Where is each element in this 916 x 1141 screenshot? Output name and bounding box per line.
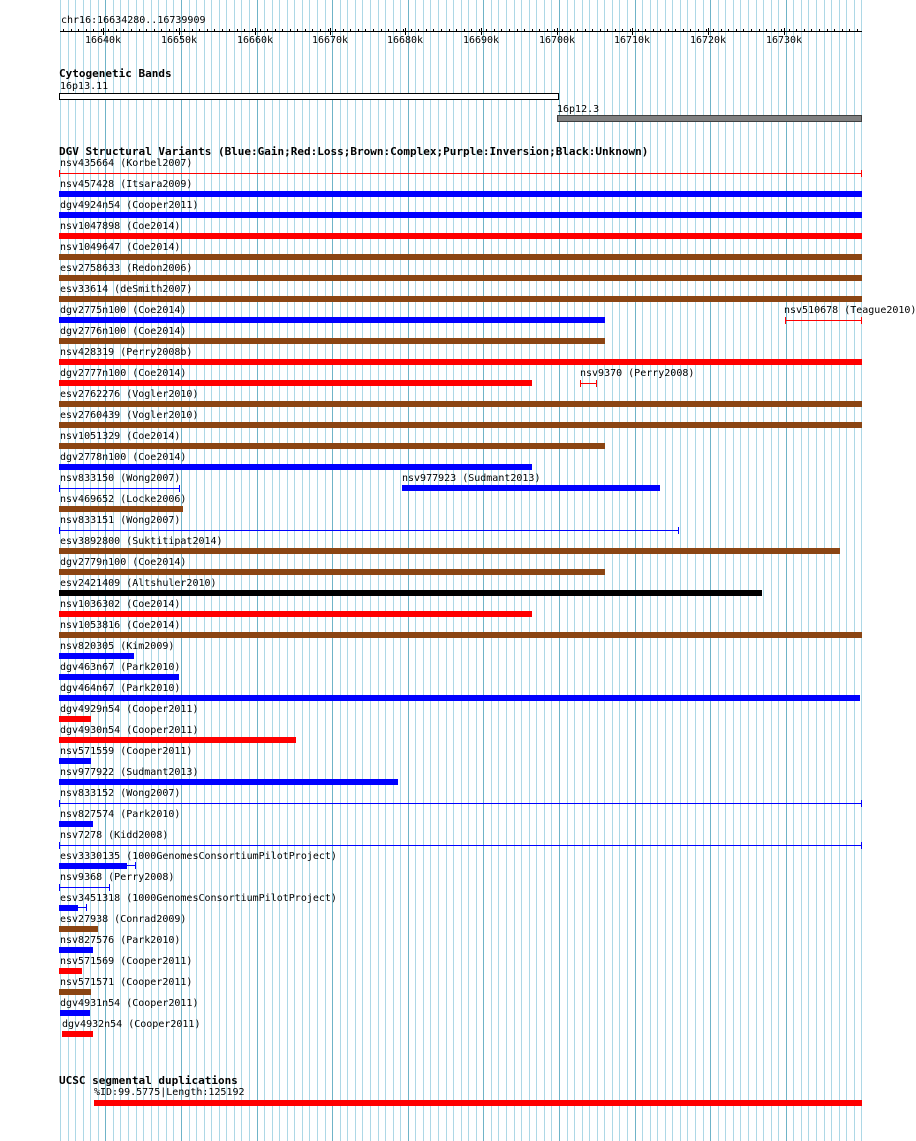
dgv-feature-endcap [59,800,60,807]
dgv-feature-bar[interactable] [59,695,860,701]
dgv-feature-bar[interactable] [59,191,862,197]
ruler-minor-tick [675,29,676,32]
ruler-minor-tick [260,29,261,32]
ruler-tick-label: 16650k [160,35,198,46]
dgv-feature-bar[interactable] [59,464,532,470]
dgv-feature-bar[interactable] [59,506,183,512]
ruler-minor-tick [267,29,268,32]
ruler-minor-tick [176,29,177,32]
ruler-minor-tick [547,29,548,32]
dgv-feature-bar[interactable] [59,821,93,827]
dgv-feature-bar[interactable] [59,737,296,743]
dgv-feature-bar[interactable] [59,173,862,174]
ruler-tick-label: 16640k [84,35,122,46]
dgv-feature-bar[interactable] [59,422,862,428]
dgv-feature-endcap [678,527,679,534]
ruler-minor-tick [706,29,707,32]
segdup-feature-label: %ID:99.5775|Length:125192 [94,1087,245,1098]
ruler-minor-tick [660,29,661,32]
ruler-minor-tick [282,29,283,32]
ruler-tick [103,28,104,35]
dgv-feature-label: nsv1036302 (Coe2014) [60,599,181,610]
ruler-minor-tick [615,29,616,32]
ruler-minor-tick [471,29,472,32]
ruler-minor-tick [585,29,586,32]
dgv-feature-endcap [861,800,862,807]
dgv-feature-label: nsv827574 (Park2010) [60,809,181,820]
ruler-minor-tick [827,29,828,32]
ruler-minor-tick [683,29,684,32]
ruler-minor-tick [154,29,155,32]
ruler-minor-tick [184,29,185,32]
ruler-minor-tick [146,29,147,32]
dgv-feature-endcap [596,380,597,387]
ruler-minor-tick [229,29,230,32]
ruler-minor-tick [464,29,465,32]
dgv-feature-bar[interactable] [59,212,862,218]
dgv-feature-label: nsv833151 (Wong2007) [60,515,181,526]
dgv-feature-bar[interactable] [59,968,82,974]
ruler-tick [481,28,482,35]
ruler-minor-tick [781,29,782,32]
dgv-feature-label: esv33614 (deSmith2007) [60,284,193,295]
ruler-tick [255,28,256,35]
ruler-minor-tick [343,29,344,32]
ruler-minor-tick [532,29,533,32]
dgv-feature-bar[interactable] [59,632,862,638]
dgv-feature-label: dgv4932n54 (Cooper2011) [62,1019,201,1030]
dgv-feature-bar[interactable] [785,320,862,321]
ruler-minor-tick [479,29,480,32]
dgv-feature-bar[interactable] [59,338,605,344]
dgv-feature-endcap [59,485,60,492]
dgv-feature-label: dgv2777n100 (Coe2014) [60,368,187,379]
dgv-feature-label: nsv428319 (Perry2008b) [60,347,193,358]
dgv-feature-bar[interactable] [59,905,78,911]
ruler-minor-tick [328,29,329,32]
dgv-feature-bar[interactable] [59,845,862,846]
dgv-feature-bar[interactable] [59,548,840,554]
ruler-minor-tick [494,29,495,32]
ruler-minor-tick [713,29,714,32]
ruler-minor-tick [653,29,654,32]
dgv-feature-endcap [580,380,581,387]
dgv-feature-label: nsv833152 (Wong2007) [60,788,181,799]
ruler-minor-tick [638,29,639,32]
ruler-minor-tick [237,29,238,32]
dgv-feature-bar[interactable] [59,401,862,407]
dgv-feature-label: nsv833150 (Wong2007) [60,473,181,484]
dgv-feature-bar[interactable] [59,296,862,302]
ruler-minor-tick [426,29,427,32]
dgv-feature-label: dgv2778n100 (Coe2014) [60,452,187,463]
ruler-tick [632,28,633,35]
ruler-minor-tick [78,29,79,32]
cytoband-bar[interactable] [59,93,559,100]
dgv-feature-label: dgv2779n100 (Coe2014) [60,557,187,568]
ruler-minor-tick [418,29,419,32]
ruler-minor-tick [275,29,276,32]
ruler-minor-tick [403,29,404,32]
ruler-tick-label: 16680k [386,35,424,46]
dgv-feature-bar[interactable] [60,1010,90,1016]
ruler-minor-tick [759,29,760,32]
dgv-feature-bar[interactable] [59,989,91,995]
ruler-minor-tick [365,29,366,32]
ruler-minor-tick [524,29,525,32]
ruler-tick [405,28,406,35]
ruler-minor-tick [116,29,117,32]
ruler-minor-tick [690,29,691,32]
ruler-minor-tick [698,29,699,32]
dgv-feature-bar[interactable] [59,488,180,489]
ruler-tick-label: 16710k [613,35,651,46]
ruler-minor-tick [93,29,94,32]
dgv-feature-bar[interactable] [59,380,532,386]
dgv-feature-label: dgv4924n54 (Cooper2011) [60,200,199,211]
ruler-minor-tick [834,29,835,32]
ruler-minor-tick [388,29,389,32]
ruler-minor-tick [214,29,215,32]
cytoband-label: 16p13.11 [60,81,109,92]
ruler-minor-tick [849,29,850,32]
ruler-minor-tick [842,29,843,32]
ruler-minor-tick [131,29,132,32]
ruler-minor-tick [774,29,775,32]
ruler-minor-tick [63,29,64,32]
ruler-minor-tick [622,29,623,32]
ruler-minor-tick [789,29,790,32]
dgv-feature-label: nsv1051329 (Coe2014) [60,431,181,442]
dgv-feature-bar[interactable] [59,569,605,575]
dgv-feature-label: dgv463n67 (Park2010) [60,662,181,673]
ruler-minor-tick [222,29,223,32]
ruler-minor-tick [139,29,140,32]
dgv-feature-bar[interactable] [580,383,597,384]
ruler-minor-tick [373,29,374,32]
ruler-minor-tick [486,29,487,32]
dgv-feature-bar[interactable] [59,359,862,365]
cytoband-track-title: Cytogenetic Bands [59,67,172,80]
ruler-minor-tick [350,29,351,32]
ruler-minor-tick [441,29,442,32]
ruler-minor-tick [645,29,646,32]
dgv-feature-bar[interactable] [59,926,98,932]
ruler-minor-tick [630,29,631,32]
dgv-feature-label: nsv1047898 (Coe2014) [60,221,181,232]
ruler-minor-tick [101,29,102,32]
dgv-feature-endcap [59,884,60,891]
ruler-minor-tick [539,29,540,32]
dgv-feature-label: nsv977922 (Sudmant2013) [60,767,199,778]
ruler-tick [179,28,180,35]
dgv-feature-label: esv3451318 (1000GenomesConsortiumPilotProject) [60,893,337,904]
ruler-minor-tick [312,29,313,32]
dgv-feature-label: nsv510678 (Teague2010) [784,305,916,316]
ruler-minor-tick [192,29,193,32]
dgv-feature-label: nsv7278 (Kidd2008) [60,830,169,841]
ruler-minor-tick [668,29,669,32]
ruler-minor-tick [396,29,397,32]
ruler-tick-label: 16730k [765,35,803,46]
ruler-tick [330,28,331,35]
dgv-feature-label: nsv571559 (Cooper2011) [60,746,193,757]
dgv-feature-bar[interactable] [59,887,110,888]
dgv-feature-endcap [861,170,862,177]
dgv-feature-label: nsv9368 (Perry2008) [60,872,175,883]
dgv-feature-endcap [59,842,60,849]
region-label: chr16:16634280..16739909 [61,15,206,26]
ruler-minor-tick [721,29,722,32]
ruler-minor-tick [320,29,321,32]
dgv-feature-bar[interactable] [59,530,679,531]
dgv-feature-label: esv2762276 (Vogler2010) [60,389,199,400]
ruler-minor-tick [796,29,797,32]
dgv-feature-endcap [86,904,87,911]
ruler-minor-tick [169,29,170,32]
ruler-minor-tick [411,29,412,32]
cytoband-label: 16p12.3 [557,104,600,115]
dgv-feature-connector [78,907,86,908]
ruler-minor-tick [607,29,608,32]
dgv-feature-label: dgv4929n54 (Cooper2011) [60,704,199,715]
ruler-minor-tick [358,29,359,32]
ruler-minor-tick [290,29,291,32]
ruler-minor-tick [509,29,510,32]
ruler-minor-tick [335,29,336,32]
ruler-minor-tick [244,29,245,32]
dgv-feature-bar[interactable] [59,779,398,785]
ruler-minor-tick [728,29,729,32]
ruler-tick-label: 16660k [236,35,274,46]
dgv-feature-label: dgv4931n54 (Cooper2011) [60,998,199,1009]
ruler-tick [557,28,558,35]
dgv-feature-label: nsv571569 (Cooper2011) [60,956,193,967]
dgv-feature-endcap [59,527,60,534]
dgv-feature-endcap [179,485,180,492]
ruler-minor-tick [600,29,601,32]
dgv-feature-label: nsv469652 (Locke2006) [60,494,187,505]
ruler-minor-tick [449,29,450,32]
ruler-minor-tick [305,29,306,32]
dgv-feature-label: dgv2776n100 (Coe2014) [60,326,187,337]
ruler-minor-tick [570,29,571,32]
ruler-minor-tick [577,29,578,32]
ruler-minor-tick [381,29,382,32]
dgv-feature-bar[interactable] [59,611,532,617]
dgv-feature-bar[interactable] [59,653,134,659]
dgv-feature-label: nsv820305 (Kim2009) [60,641,175,652]
ruler-minor-tick [743,29,744,32]
dgv-feature-endcap [861,842,862,849]
dgv-feature-bar[interactable] [62,1031,93,1037]
ruler-tick-label: 16690k [462,35,500,46]
dgv-feature-label: dgv2775n100 (Coe2014) [60,305,187,316]
ruler-minor-tick [811,29,812,32]
dgv-feature-bar[interactable] [59,233,862,239]
ruler-minor-tick [252,29,253,32]
dgv-feature-bar[interactable] [59,317,605,323]
dgv-feature-label: nsv1049647 (Coe2014) [60,242,181,253]
dgv-feature-label: nsv435664 (Korbel2007) [60,158,193,169]
ruler-minor-tick [804,29,805,32]
ruler-minor-tick [501,29,502,32]
ruler-minor-tick [297,29,298,32]
dgv-feature-label: esv2421409 (Altshuler2010) [60,578,217,589]
dgv-feature-bar[interactable] [59,674,179,680]
ruler-tick-label: 16670k [311,35,349,46]
dgv-feature-label: esv3892800 (Suktitipat2014) [60,536,223,547]
dgv-feature-bar[interactable] [59,590,762,596]
ruler-minor-tick [819,29,820,32]
dgv-feature-label: esv2760439 (Vogler2010) [60,410,199,421]
ruler-minor-tick [433,29,434,32]
dgv-feature-label: nsv9370 (Perry2008) [580,368,695,379]
dgv-feature-endcap [109,884,110,891]
dgv-feature-bar[interactable] [59,443,605,449]
ruler-tick [708,28,709,35]
dgv-feature-connector [127,865,135,866]
ruler-minor-tick [199,29,200,32]
dgv-feature-label: esv2758633 (Redon2006) [60,263,193,274]
dgv-feature-label: nsv571571 (Cooper2011) [60,977,193,988]
ruler-minor-tick [86,29,87,32]
ruler-tick-label: 16700k [538,35,576,46]
ruler-minor-tick [207,29,208,32]
dgv-feature-bar[interactable] [59,758,91,764]
dgv-feature-endcap [59,170,60,177]
ruler-axis [60,31,862,32]
ruler-minor-tick [751,29,752,32]
ruler-minor-tick [161,29,162,32]
ruler-minor-tick [736,29,737,32]
dgv-feature-label: nsv1053816 (Coe2014) [60,620,181,631]
dgv-feature-endcap [135,862,136,869]
ruler-tick [784,28,785,35]
dgv-feature-bar[interactable] [59,275,862,281]
cytoband-bar[interactable] [557,115,862,122]
segdup-track-title: UCSC segmental duplications [59,1074,238,1087]
dgv-feature-label: nsv457428 (Itsara2009) [60,179,193,190]
ruler-minor-tick [456,29,457,32]
ruler-minor-tick [554,29,555,32]
dgv-feature-label: nsv827576 (Park2010) [60,935,181,946]
ruler-minor-tick [592,29,593,32]
dgv-feature-bar[interactable] [59,716,91,722]
segdup-feature-bar[interactable] [94,1100,862,1106]
dgv-feature-label: esv3330135 (1000GenomesConsortiumPilotProject) [60,851,337,862]
dgv-feature-endcap [785,317,786,324]
dgv-track-title: DGV Structural Variants (Blue:Gain;Red:Loss;Brown:Complex;Purple:Inversion;Black:Unknown) [59,145,649,158]
dgv-feature-label: nsv977923 (Sudmant2013) [402,473,541,484]
ruler-minor-tick [71,29,72,32]
ruler-minor-tick [517,29,518,32]
dgv-feature-bar[interactable] [59,254,862,260]
dgv-feature-bar[interactable] [402,485,660,491]
dgv-feature-label: esv27938 (Conrad2009) [60,914,187,925]
ruler-minor-tick [108,29,109,32]
dgv-feature-endcap [861,317,862,324]
dgv-feature-bar[interactable] [59,863,127,869]
dgv-feature-bar[interactable] [59,803,862,804]
ruler-minor-tick [857,29,858,32]
ruler-minor-tick [766,29,767,32]
ruler-tick-label: 16720k [689,35,727,46]
ruler-minor-tick [123,29,124,32]
dgv-feature-label: dgv464n67 (Park2010) [60,683,181,694]
ruler-minor-tick [562,29,563,32]
dgv-feature-bar[interactable] [59,947,93,953]
dgv-feature-label: dgv4930n54 (Cooper2011) [60,725,199,736]
